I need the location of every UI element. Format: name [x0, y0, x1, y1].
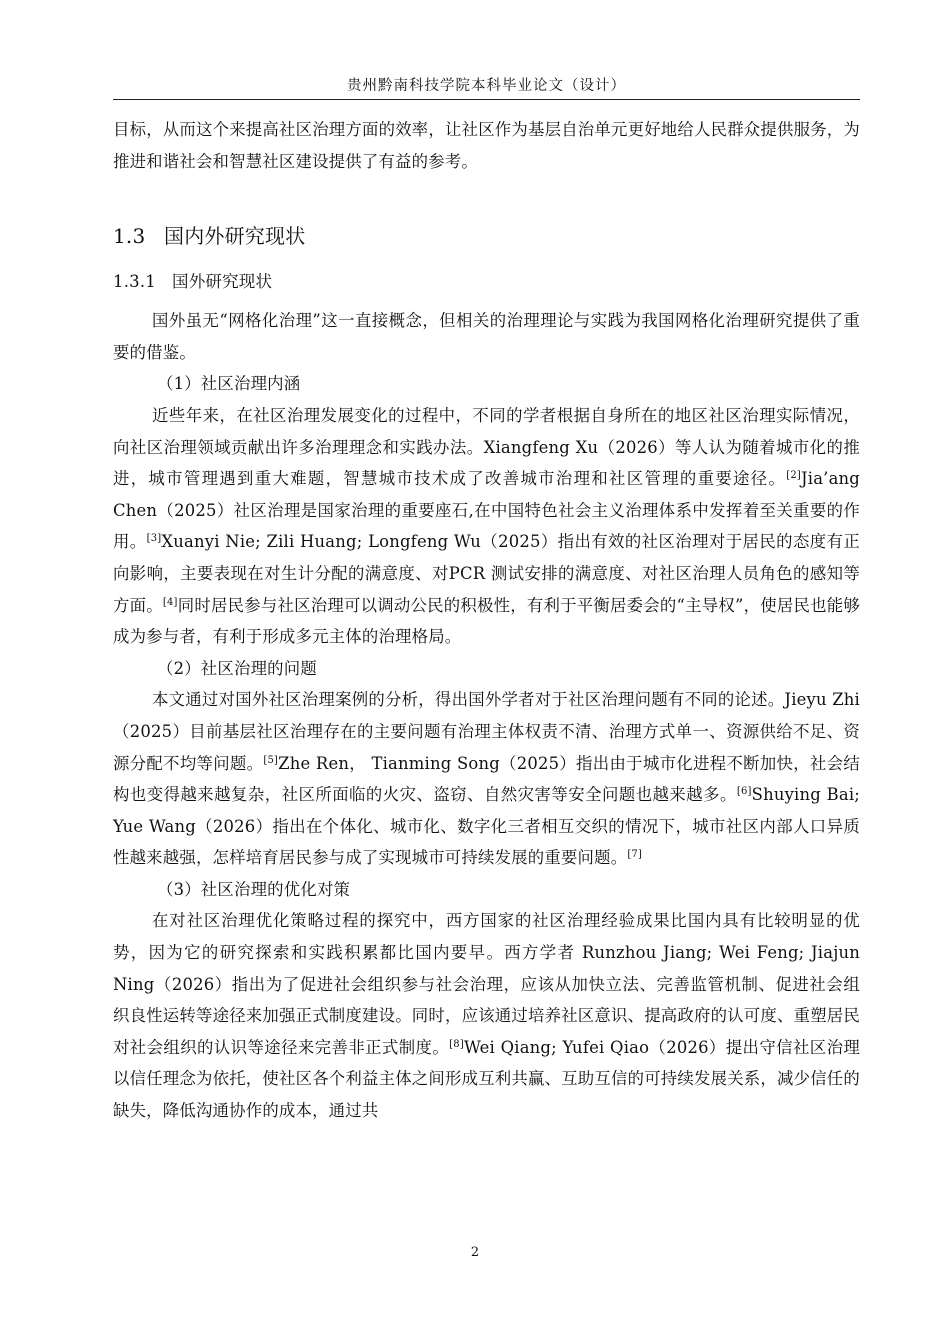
item-heading-3: （3）社区治理的优化对策 — [157, 879, 351, 899]
citation-ref: [3] — [146, 533, 162, 545]
subsection-number: 1.3.1 — [113, 272, 156, 292]
paragraph-text: Xuanyi Nie; Zili Huang; Longfeng Wu（2025）指出有效的社区治理对于居民的态度有正向影响，主要表现在对生计分配的满意度、对PCR 测试安排的满意度、对社区治理人员角色的感知等方面。 — [113, 532, 860, 615]
item-heading-2: （2）社区治理的问题 — [157, 658, 317, 678]
paragraph-optimization-strategies — [113, 905, 860, 1126]
subsection-title: 国外研究现状 — [172, 272, 273, 292]
paragraph-text: 在对社区治理优化策略过程的探究中，西方国家的社区治理经验成果比国内具有比较明显的优势，因为它的研究探索和实践积累都比国内要早。西方学者 Runzhou Jiang; Wei Feng; Jiajun Ning（2026）指出为了促进社会组织参与社会治理，应该从加快立法、完善监管机制、促进社会组织良性运转等途径来加强正式制度建设。同时，应该通过培养社区意识、提高政府的认可度、重塑居民对社会组织的认识等途径来完善非正式制度。 — [113, 911, 860, 1057]
paragraph-text: Zhe Ren， Tianming Song（2025）指出由于城市化进程不断加快，社会结构也变得越来越复杂，社区所面临的火灾、盗窃、自然灾害等安全问题也越来越多。 — [113, 753, 860, 805]
header-divider — [113, 99, 860, 100]
subsection-heading — [113, 267, 860, 297]
paragraph-governance-problems — [113, 684, 860, 874]
citation-ref: [6] — [736, 786, 752, 798]
intro-paragraph: 目标，从而这个来提高社区治理方面的效率，让社区作为基层自治单元更好地给人民群众提供服务，为推进和谐社会和智慧社区建设提供了有益的参考。 — [113, 120, 860, 171]
citation-ref: [4] — [162, 596, 178, 608]
paragraph-text: 同时居民参与社区治理可以调动公民的积极性，有利于平衡居委会的“主导权”，使居民也能够成为参与者，有利于形成多元主体的治理格局。 — [113, 595, 860, 647]
page-header: 贵州黔南科技学院本科毕业论文（设计） — [347, 78, 626, 94]
section-number: 1.3 — [113, 224, 146, 249]
lead-paragraph: 国外虽无“网格化治理”这一直接概念，但相关的治理理论与实践为我国网格化治理研究提供了重要的借鉴。 — [113, 311, 860, 362]
paragraph-text: 近些年来，在社区治理发展变化的过程中，不同的学者根据自身所在的地区社区治理实际情况，向社区治理领域贡献出许多治理理念和实践办法。Xiangfeng Xu（2026）等人认为随着城市化的推进，城市管理遇到重大难题，智慧城市技术成了改善城市治理和社区管理的重要途径。 — [113, 405, 860, 489]
paragraph-text: Shuying Bai; Yue Wang（2026）指出在个体化、城市化、数字化三者相互交织的情况下，城市社区内部人口异质性越来越强，怎样培育居民参与成了实现城市可持续发展的重要问题。 — [113, 785, 860, 868]
item-heading-1: （1）社区治理内涵 — [157, 374, 301, 394]
paragraph-text: Wei Qiang; Yufei Qiao（2026）提出守信社区治理以信任理念为依托，使社区各个利益主体之间形成互利共赢、互助互信的可持续发展关系，减少信任的缺失，降低沟通协作的成本，通过共 — [113, 1037, 860, 1121]
section-title: 国内外研究现状 — [164, 224, 306, 249]
paragraph-governance-connotation — [113, 400, 860, 653]
document-body — [113, 114, 860, 1127]
citation-ref: [8] — [449, 1038, 464, 1050]
section-heading — [113, 221, 860, 251]
paragraph-text: 本文通过对国外社区治理案例的分析，得出国外学者对于社区治理问题有不同的论述。Jieyu Zhi（2025）目前基层社区治理存在的主要问题有治理主体权责不清、治理方式单一、资源供给不足、资源分配不均等问题。 — [113, 690, 860, 773]
citation-ref: [5] — [263, 754, 279, 766]
page-number: 2 — [470, 1245, 480, 1260]
citation-ref: [2] — [786, 470, 801, 482]
citation-ref: [7] — [627, 849, 643, 861]
paragraph-text: Jia’ang Chen（2025）社区治理是国家治理的重要座石,在中国特色社会主义治理体系中发挥着至关重要的作用。 — [113, 469, 860, 552]
